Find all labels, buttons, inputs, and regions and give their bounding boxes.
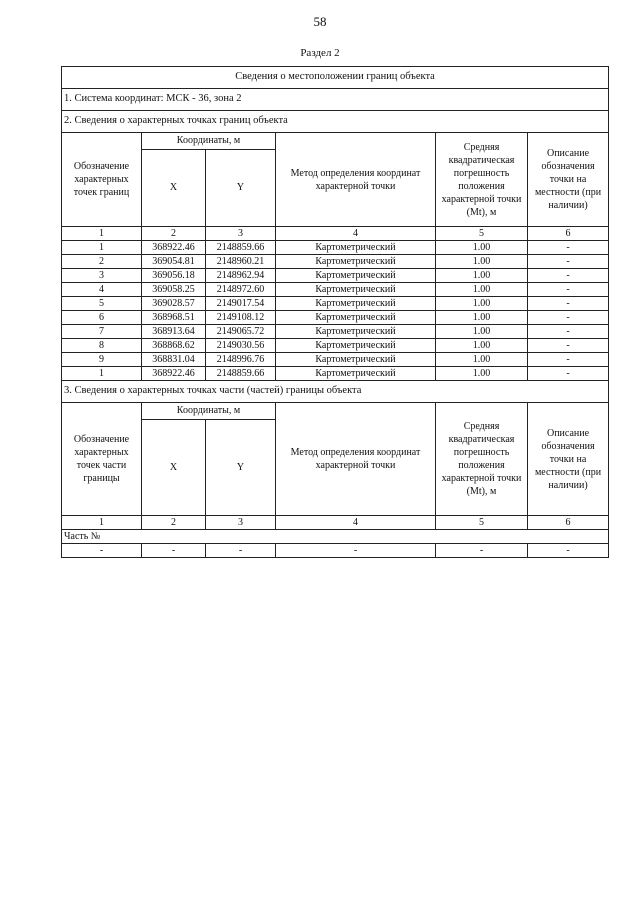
coord-system: 1. Система координат: МСК - 36, зона 2 [62, 89, 609, 111]
x-cell: 368913.64 [142, 325, 206, 339]
table-row [62, 367, 609, 381]
header-coordinates: Координаты, м [142, 403, 276, 420]
table-row [62, 325, 609, 339]
y-cell: 2149065.72 [206, 325, 276, 339]
point-cell: 2 [62, 255, 142, 269]
header-x: X [142, 150, 206, 227]
column-number: 2 [142, 516, 206, 530]
column-number: 6 [528, 227, 609, 241]
error-cell: 1.00 [436, 353, 528, 367]
description-cell: - [528, 311, 609, 325]
method-cell: Картометрический [276, 367, 436, 381]
part-label: Часть № [62, 530, 609, 544]
part2-header-row-1 [62, 133, 609, 150]
part2-heading: 2. Сведения о характерных точках границ объекта [62, 111, 609, 133]
y-cell: 2148960.21 [206, 255, 276, 269]
x-cell: 369058.25 [142, 283, 206, 297]
header-designation: Обозначение характерных точек части границы [62, 403, 142, 516]
method-cell: Картометрический [276, 353, 436, 367]
header-designation: Обозначение характерных точек границ [62, 133, 142, 227]
column-number: 3 [206, 516, 276, 530]
x-cell: 368922.46 [142, 367, 206, 381]
column-number: 4 [276, 227, 436, 241]
y-cell: 2149030.56 [206, 339, 276, 353]
part3-header-row-1 [62, 403, 609, 420]
table-row [62, 297, 609, 311]
column-number: 4 [276, 516, 436, 530]
y-cell: 2148859.66 [206, 241, 276, 255]
x-cell: 368922.46 [142, 241, 206, 255]
column-number: 3 [206, 227, 276, 241]
point-cell: - [62, 544, 142, 558]
section-title: Раздел 2 [300, 47, 340, 59]
description-cell: - [528, 283, 609, 297]
boundary-table [61, 66, 609, 558]
error-cell: - [436, 544, 528, 558]
point-cell: 1 [62, 241, 142, 255]
error-cell: 1.00 [436, 325, 528, 339]
description-cell: - [528, 297, 609, 311]
table-title-row [62, 67, 609, 89]
error-cell: 1.00 [436, 297, 528, 311]
method-cell: Картометрический [276, 241, 436, 255]
column-number: 6 [528, 516, 609, 530]
part3-heading-row [62, 381, 609, 403]
point-cell: 4 [62, 283, 142, 297]
method-cell: Картометрический [276, 325, 436, 339]
method-cell: Картометрический [276, 255, 436, 269]
error-cell: 1.00 [436, 283, 528, 297]
x-cell: 369028.57 [142, 297, 206, 311]
y-cell: 2148962.94 [206, 269, 276, 283]
error-cell: 1.00 [436, 311, 528, 325]
error-cell: 1.00 [436, 339, 528, 353]
description-cell: - [528, 367, 609, 381]
method-cell: Картометрический [276, 269, 436, 283]
description-cell: - [528, 241, 609, 255]
method-cell: Картометрический [276, 311, 436, 325]
part3-heading: 3. Сведения о характерных точках части (частей) границы объекта [62, 381, 609, 403]
method-cell: Картометрический [276, 283, 436, 297]
point-cell: 6 [62, 311, 142, 325]
error-cell: 1.00 [436, 269, 528, 283]
method-cell: Картометрический [276, 297, 436, 311]
description-cell: - [528, 269, 609, 283]
column-number: 2 [142, 227, 206, 241]
y-cell: 2148996.76 [206, 353, 276, 367]
table-row [62, 255, 609, 269]
part2-column-numbers [62, 227, 609, 241]
header-description: Описание обозначения точки на местности (при наличии) [528, 133, 609, 227]
point-cell: 9 [62, 353, 142, 367]
table-title: Сведения о местоположении границ объекта [62, 67, 609, 89]
x-cell: 369056.18 [142, 269, 206, 283]
header-error: Средняя квадратическая погрешность положения характерной точки (Mt), м [436, 403, 528, 516]
header-error: Средняя квадратическая погрешность положения характерной точки (Mt), м [436, 133, 528, 227]
header-coordinates: Координаты, м [142, 133, 276, 150]
y-cell: - [206, 544, 276, 558]
point-cell: 5 [62, 297, 142, 311]
table-row [62, 544, 609, 558]
column-number: 5 [436, 516, 528, 530]
table-row [62, 283, 609, 297]
column-number: 5 [436, 227, 528, 241]
x-cell: 368868.62 [142, 339, 206, 353]
table-row [62, 241, 609, 255]
page-number: 58 [313, 14, 327, 29]
table-row [62, 339, 609, 353]
point-cell: 3 [62, 269, 142, 283]
x-cell: 369054.81 [142, 255, 206, 269]
x-cell: 368968.51 [142, 311, 206, 325]
x-cell: 368831.04 [142, 353, 206, 367]
y-cell: 2148859.66 [206, 367, 276, 381]
description-cell: - [528, 353, 609, 367]
point-cell: 7 [62, 325, 142, 339]
y-cell: 2149108.12 [206, 311, 276, 325]
part3-column-numbers [62, 516, 609, 530]
part-label-row [62, 530, 609, 544]
y-cell: 2149017.54 [206, 297, 276, 311]
column-number: 1 [62, 516, 142, 530]
table-row [62, 353, 609, 367]
error-cell: 1.00 [436, 367, 528, 381]
error-cell: 1.00 [436, 241, 528, 255]
method-cell: Картометрический [276, 339, 436, 353]
description-cell: - [528, 325, 609, 339]
point-cell: 8 [62, 339, 142, 353]
column-number: 1 [62, 227, 142, 241]
header-y: Y [206, 150, 276, 227]
description-cell: - [528, 255, 609, 269]
description-cell: - [528, 544, 609, 558]
method-cell: - [276, 544, 436, 558]
x-cell: - [142, 544, 206, 558]
header-x: X [142, 420, 206, 516]
y-cell: 2148972.60 [206, 283, 276, 297]
header-y: Y [206, 420, 276, 516]
table-row [62, 311, 609, 325]
header-description: Описание обозначения точки на местности (при наличии) [528, 403, 609, 516]
description-cell: - [528, 339, 609, 353]
point-cell: 1 [62, 367, 142, 381]
part2-heading-row [62, 111, 609, 133]
coord-system-row [62, 89, 609, 111]
header-method: Метод определения координат характерной точки [276, 403, 436, 516]
header-method: Метод определения координат характерной точки [276, 133, 436, 227]
error-cell: 1.00 [436, 255, 528, 269]
table-row [62, 269, 609, 283]
